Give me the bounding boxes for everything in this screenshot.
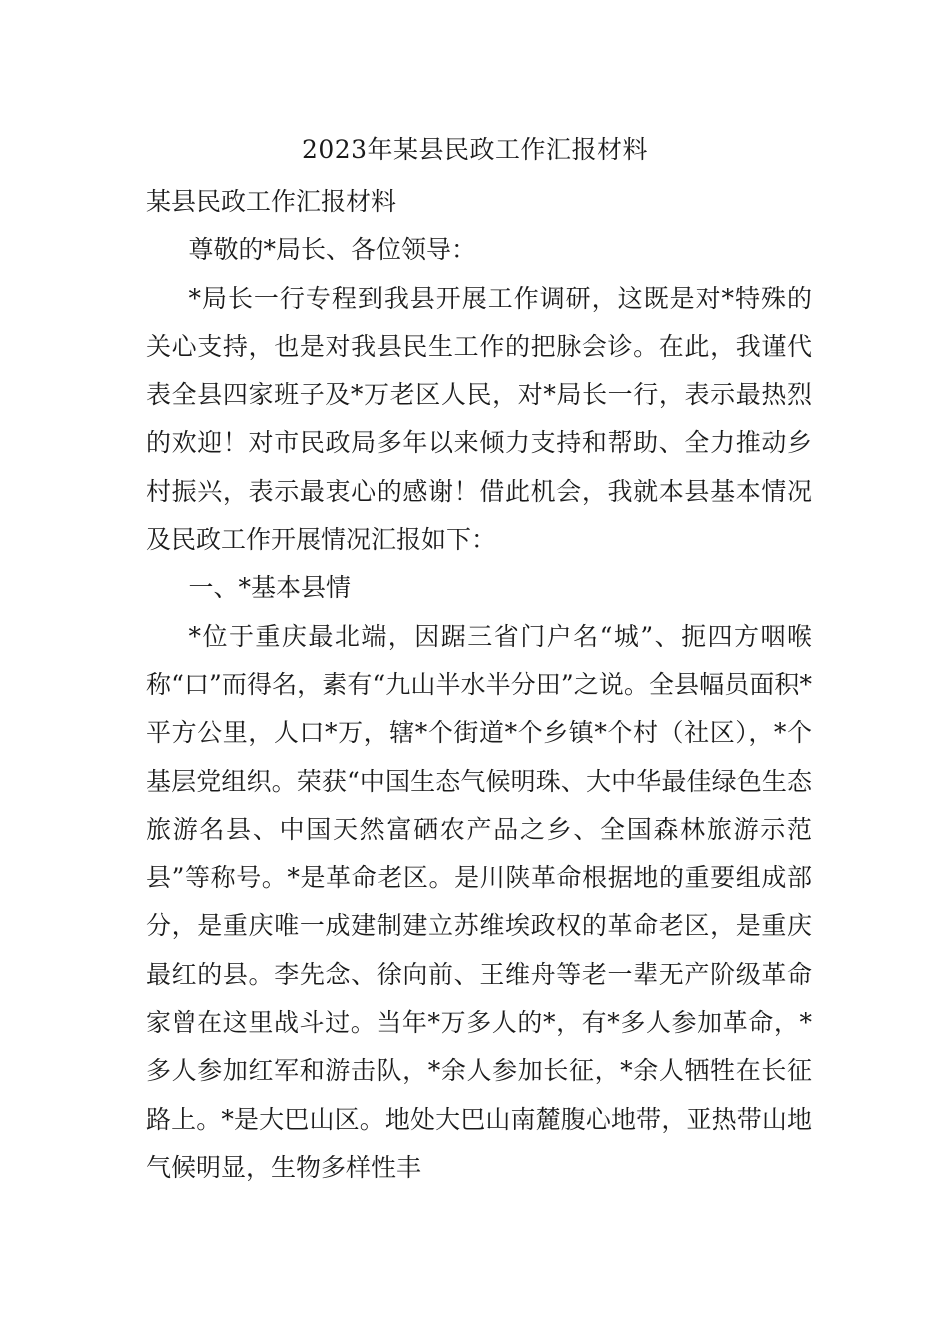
section-heading: 一、*基本县情 [188, 573, 352, 603]
paragraph-county: *位于重庆最北端，因踞三省门户名“城”、扼四方咽喉称“口”而得名，素有“九山半水半分田”之说。全县幅员面积*平方公里，人口*万，辖*个街道*个乡镇*个村（社区），*个基层党组织。荣获“中国生态气候明珠、大中华最佳绿色生态旅游名县、中国天然富硒农产品之乡、全国森林旅游示范县”等称号。*是革命老区。是川陕革命根据地的重要组成部分，是重庆唯一成建制建立苏维埃政权的革命老区，是重庆最红的县。李先念、徐向前、王维舟等老一辈无产阶级革命家曾在这里战斗过。当年*万多人的*，有*多人参加革命，*多人参加红军和游击队，*余人参加长征，*余人牺牲在长征路上。*是大巴山区。地处大巴山南麓腹心地带，亚热带山地气候明显，生物多样性丰 [146, 621, 812, 1182]
document-title: 2023年某县民政工作汇报材料 [301, 135, 649, 164]
salutation: 尊敬的*局长、各位领导： [188, 235, 477, 265]
document-subtitle: 某县民政工作汇报材料 [146, 187, 397, 216]
document-body [146, 178, 812, 1192]
paragraph-intro: *局长一行专程到我县开展工作调研，这既是对*特殊的关心支持，也是对我县民生工作的把脉会诊。在此，我谨代表全县四家班子及*万老区人民，对*局长一行，表示最热烈的欢迎！对市民政局多年以来倾力支持和帮助、全力推动乡村振兴，表示最衷心的感谢！借此机会，我就本县基本情况及民政工作开展情况汇报如下： [146, 283, 812, 555]
